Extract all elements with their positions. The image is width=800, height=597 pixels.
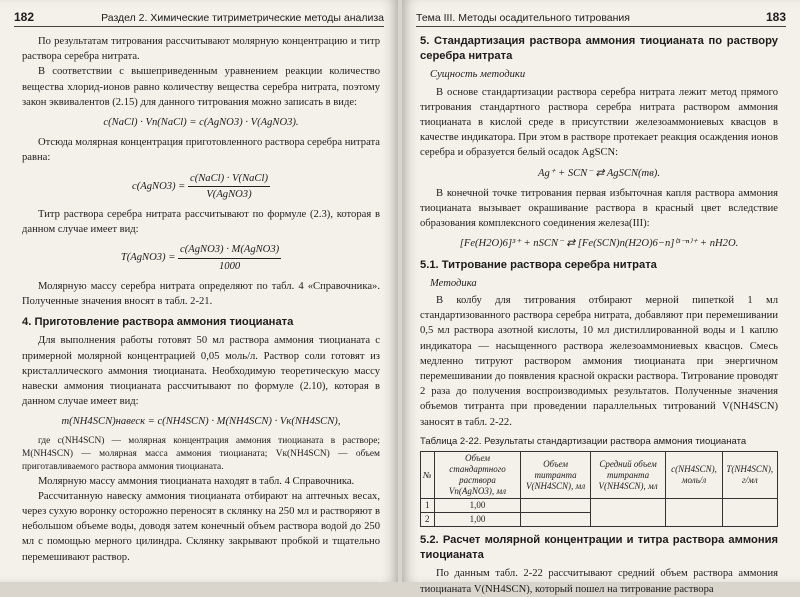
formula bbox=[22, 242, 380, 273]
left-page-header bbox=[14, 8, 384, 27]
section-heading: 5. Стандартизация раствора аммония тиоцианата по раствору серебра нитрата bbox=[420, 35, 778, 63]
left-page bbox=[0, 0, 398, 582]
table-header-cell: T(NH4SCN), г/мл bbox=[722, 452, 777, 499]
paragraph: В основе стандартизации раствора серебра нитрата лежит метод прямого титрования стандартного раствора серебра нитрата раствором аммония тиоцианата в кислой среде в присутствии железоаммониевых квасцов в качестве индикатора. При этом в растворе протекает реакция осаждения ионов серебра и образуется белый осадок AgSCN: bbox=[420, 86, 778, 159]
running-head: Тема III. Методы осадительного титрования bbox=[416, 12, 630, 24]
table-cell bbox=[666, 499, 722, 527]
method-subtitle: Методика bbox=[430, 277, 477, 289]
fraction bbox=[178, 242, 281, 273]
right-page bbox=[402, 0, 800, 595]
paragraph: Для выполнения работы готовят 50 мл раствора аммония тиоцианата с примерной молярной концентрацией 0,05 моль/л. Раствор соли готовят из кристаллического аммония тиоцианата. Необходимую теоретическую массу навески аммония тиоцианата рассчитывают по формуле (2.10), которая в данном случае имеет вид: bbox=[22, 335, 380, 408]
running-head: Раздел 2. Химические титриметрические методы анализа bbox=[101, 12, 384, 24]
table-cell: 2 bbox=[421, 513, 435, 527]
table-header-cell: Объем стандартного раствора Vп(AgNO3), мл bbox=[434, 452, 521, 499]
table-cell: 1,00 bbox=[434, 513, 521, 527]
table-cell bbox=[722, 499, 777, 527]
table-caption: Таблица 2-22. Результаты стандартизации раствора аммония тиоцианата bbox=[420, 435, 747, 447]
right-page-header bbox=[416, 8, 786, 27]
paragraph: В соответствии с вышеприведенным уравнением реакции количество вещества хлорид-ионов равно количеству вещества серебра нитрата, поэтому закон эквивалентов (2.15) для данного титрования можно записать в виде: bbox=[22, 66, 380, 108]
numerator: c(AgNO3) · M(AgNO3) bbox=[178, 242, 281, 258]
reaction-equation: Ag⁺ + SCN⁻ ⇄ AgSCN(тв). bbox=[538, 167, 660, 179]
fraction bbox=[188, 171, 270, 202]
subsection-heading: 5.2. Расчет молярной концентрации и титра раствора аммония тиоцианата bbox=[420, 534, 778, 562]
table-cell bbox=[521, 513, 590, 527]
denominator: V(AgNO3) bbox=[206, 188, 252, 200]
formula bbox=[22, 171, 380, 202]
paragraph: В колбу для титрования отбирают мерной пипеткой 1 мл стандартизованного раствора серебра нитрата, добавляют при перемешивании 0,5 мл раствора азотной кислоты, 10 мл дистиллированной воды и 1 каплю индикатора — насыщенного раствора железоаммониевых квасцов. Смесь медленно титруют раствором аммония тиоцианата при энергичном перемешивании до появления красной окраски раствора. Титрование проводят 2 раза до получения воспроизводимых результатов. Полученные значения объемов титранта при проведении параллельных титрований V(NH4SCN) заносят в табл. 2-22. bbox=[420, 295, 778, 428]
right-page-body bbox=[420, 28, 778, 597]
left-page-body bbox=[22, 34, 380, 565]
paragraph: Отсюда молярная концентрация приготовленного раствора серебра нитрата равна: bbox=[22, 137, 380, 164]
table-header-cell: № bbox=[421, 452, 435, 499]
formula: c(NaCl) · Vп(NaCl) = c(AgNO3) · V(AgNO3). bbox=[103, 117, 299, 129]
paragraph: Титр раствора серебра нитрата рассчитывают по формуле (2.3), которая в данном случае имеет вид: bbox=[22, 209, 380, 236]
subsection-heading: 5.1. Титрование раствора серебра нитрата bbox=[420, 258, 657, 271]
paragraph: Рассчитанную навеску аммония тиоцианата отбирают на аптечных весах, через сухую воронку осторожно переносят в склянку на 250 мл и растворяют в небольшом объеме воды, доводя затем конечный объем раствора водой до 250 мл с помощью мерного цилиндра. Склянку закрывают пробкой и тщательно перемешивают раствор. bbox=[22, 490, 380, 563]
paragraph: По результатам титрования рассчитывают молярную концентрацию и титр раствора серебра нитрата. bbox=[22, 36, 380, 63]
table-header-cell: Средний объем титранта V(NH4SCN), мл bbox=[590, 452, 666, 499]
formula-lhs: c(AgNO3) = bbox=[132, 180, 186, 192]
numerator: c(NaCl) · V(NaCl) bbox=[188, 171, 270, 187]
table-cell bbox=[521, 499, 590, 513]
table-header-row bbox=[421, 452, 778, 499]
table-cell: 1,00 bbox=[434, 499, 521, 513]
method-subtitle: Сущность методики bbox=[430, 69, 526, 81]
results-table bbox=[420, 451, 778, 527]
page-number: 183 bbox=[765, 10, 786, 24]
reaction-equation: [Fe(H2O)6]³⁺ + nSCN⁻ ⇄ [Fe(SCN)n(H2O)6−n]⁽³⁻ⁿ⁾⁺ + nH2O. bbox=[459, 238, 739, 250]
table-header-cell: Объем титранта V(NH4SCN), мл bbox=[521, 452, 590, 499]
table-header-cell: c(NH4SCN), моль/л bbox=[666, 452, 722, 499]
paragraph: По данным табл. 2-22 рассчитывают средний объем раствора аммония тиоцианата V(NH4SCN), который пошел на титрование раствора bbox=[420, 568, 778, 595]
denominator: 1000 bbox=[219, 260, 241, 272]
formula-legend: где c(NH4SCN) — молярная концентрация аммония тиоцианата в растворе; M(NH4SCN) — молярная масса аммония тиоцианата; Vк(NH4SCN) — объем приготавливаемого раствора аммония тиоцианата. bbox=[22, 435, 380, 472]
formula-lhs: T(AgNO3) = bbox=[120, 252, 176, 264]
paragraph: Молярную массу аммония тиоцианата находят в табл. 4 Справочника. bbox=[38, 475, 355, 487]
page-number: 182 bbox=[14, 10, 35, 24]
table-cell: 1 bbox=[421, 499, 435, 513]
table-row bbox=[421, 499, 778, 513]
section-heading: 4. Приготовление раствора аммония тиоцианата bbox=[22, 316, 294, 329]
formula: m(NH4SCN)навеск = c(NH4SCN) · M(NH4SCN) · Vк(NH4SCN), bbox=[61, 416, 341, 428]
paragraph: Молярную массу серебра нитрата определяют по табл. 4 «Справочника». Полученные значения вносят в табл. 2-21. bbox=[22, 280, 380, 308]
table-cell bbox=[590, 499, 666, 527]
paragraph: В конечной точке титрования первая избыточная капля раствора аммония тиоцианата вызывает окрашивание раствора в красный цвет вследствие образования комплексного соединения железа(III): bbox=[420, 187, 778, 230]
